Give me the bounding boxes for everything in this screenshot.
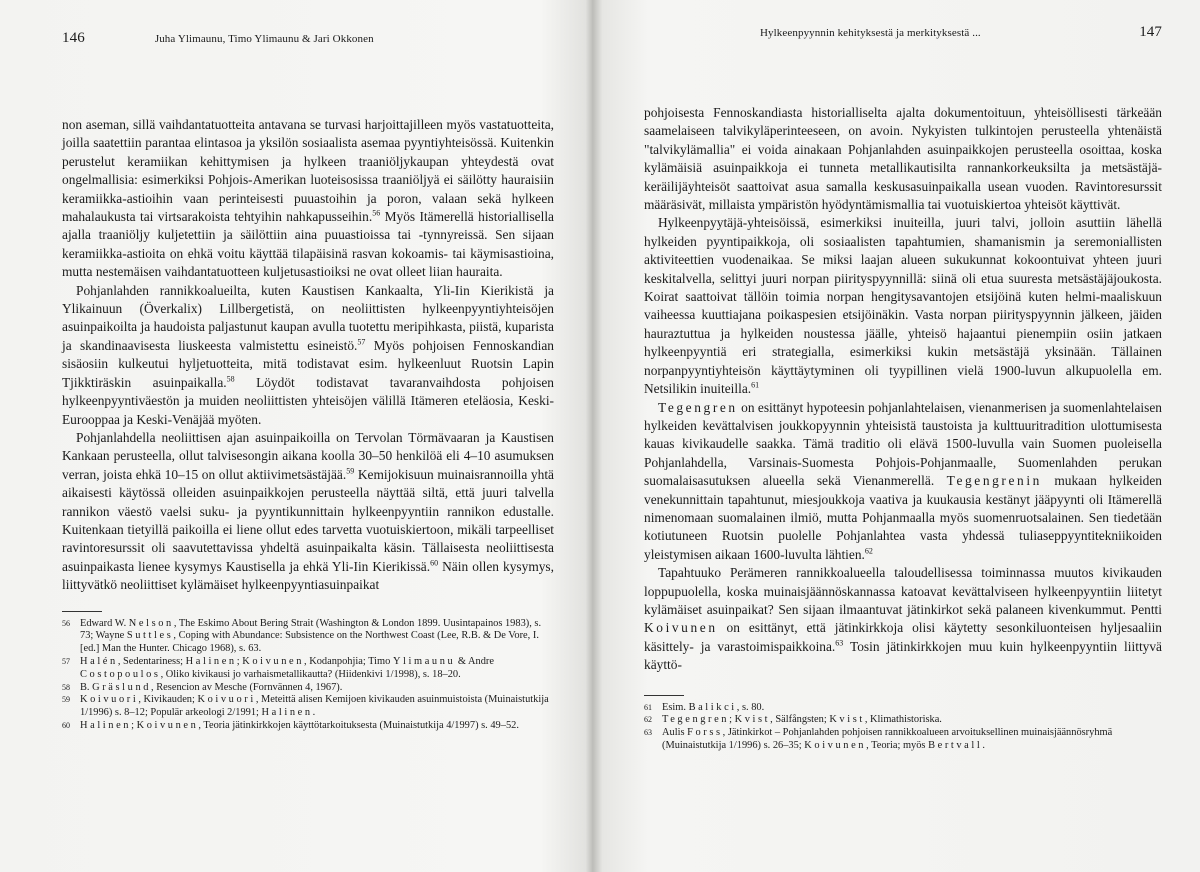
author-name: Tegengrenin: [946, 473, 1042, 489]
text-run: on esittänyt, että jätinkirkkoja olisi käytetty sesonkiluonteisen hyljesaaliin käsittely- ja varastoimispaikkoina.: [644, 620, 1162, 654]
footnote: [62, 656, 554, 682]
footnote: [644, 714, 1162, 727]
right-running-head: [644, 24, 1162, 52]
footnote-text: [80, 682, 554, 695]
text-run: Löydöt todistavat tavaranvaihdosta pohjoisen hylkeenpyyntiväestön ja muiden neoliittisten yhteisöjen välillä Itämeren eteläosia, Keski-Eurooppaa ja Keski-Venäjää myöten.: [62, 374, 554, 427]
footnote-text: [80, 720, 554, 733]
text-run: .: [312, 707, 316, 719]
footnote-text: [80, 656, 554, 682]
text-run: , Oliko kivikausi jo varhaismetallikautta? (Hiidenkivi 1/1998), s. 18–20.: [160, 668, 461, 680]
footnote-ref: 60: [430, 558, 439, 568]
text-run: ;: [729, 714, 735, 726]
author-name: Kvist: [734, 714, 771, 726]
author-name: Gräslund: [92, 681, 152, 693]
text-run: , s. 80.: [736, 701, 765, 713]
footnote-text: [80, 694, 554, 720]
left-running-head: [62, 30, 554, 58]
footnote-text: [662, 727, 1162, 753]
text-run: ;: [131, 719, 137, 731]
text-run: mukaan hylkeiden venekunnittain tapahtunut, miesjoukkoja vaativa ja kuukausia kestänyt jääpyynti oli Itämerellä nimenomaan suomalainen ilmiö, mutta Pohjanmaalla myös suomenruotsalainen. Sen tiedetään kotiutuneen Ruotsin puolelle Pohjanlahtea vasta yhdessä tuliaseppyyntitekniikoiden yleistymisen aikaan 1600-luvulta lähtien.: [644, 473, 1162, 562]
text-run: Kemijokisuun muinaisrannoilla yhtä aikaisesti käytössä olleiden asuinpaikkojen perusteella näyttää siltä, että juuri talvella rannikon väestö vaelsi suku- ja pyyntikunnittain hylkeenpyyntiin rannikon edustalle. Kuitenkaan tietyillä paikoilla ei liene ollut edes tarvetta vuotuiskiertoon, mikäli tarpeelliset ravintoresurssit oli saavutettavissa yhdeltä asuinpaikalta käsin. Tällaisesta neoliittisesta asuinpaikasta lienee kysymys Kaustisella ja ehkä Yli-Iin Kierikissä.: [62, 466, 554, 574]
text-run: , Kodanpohjia; Timo: [304, 655, 393, 667]
left-body-text: [62, 116, 554, 595]
left-page-number: 146: [62, 30, 85, 46]
author-name: Koivuori: [80, 694, 139, 706]
footnote-number: 58: [62, 682, 70, 692]
text-run: Edward W.: [80, 617, 129, 629]
text-run: , Coping with Abundance: Subsistence on the Northwest Coast (Lee, R.B. & De Vore, I. [ed.] Man the Hunter. Chicago 1968), s. 63.: [80, 630, 539, 655]
text-run: , Teoria jätinkirkkojen käyttötarkoituksesta (Muinaistutkija 4/1997) s. 49–52.: [198, 719, 519, 731]
author-name: Nelson: [128, 617, 174, 629]
text-run: .: [982, 739, 985, 751]
text-run: , Resencion av Mesche (Fornvännen 4, 1967).: [151, 681, 343, 693]
left-footnotes: [62, 618, 554, 733]
author-name: Halén: [80, 655, 118, 667]
footnote-ref: 59: [346, 466, 355, 476]
right-page: [604, 0, 1200, 872]
text-run: , Jätinkirkot – Pohjanlahden pohjoisen rannikkoalueen arvoituksellinen muinaisjäännösryhmä (Muinaistutkija 1/1996) s. 26–35;: [662, 727, 1113, 751]
right-page-number: 147: [1139, 24, 1162, 40]
text-run: & Andre: [455, 655, 494, 667]
footnote-number: 57: [62, 656, 70, 666]
footnote-number: 59: [62, 695, 70, 705]
text-run: Aulis: [662, 727, 688, 739]
text-run: , Sälfångsten;: [770, 714, 830, 726]
text-run: , Teoria; myös: [866, 739, 929, 751]
footnote-number: 56: [62, 618, 70, 628]
author-name: Tegengren: [662, 714, 730, 726]
text-run: Esim.: [662, 701, 689, 713]
text-run: on esittänyt hypoteesin pohjanlahtelaisen, vienanmerisen ja suomenlahtelaisen hylkeiden kevättalvisen joukkopyynnin yhteisistä taustoista ja kulttuuritradition ulottumisesta kauas kivikaudelle saakka. Tämä traditio oli elävä 1500-luvulla vain Suomen puoleisella Pohjanlahdella, Varsinais-Suomesta Pohjois-Pohjanmaalle, Suomenlahden perukan suomalaisasutuksen alueella sekä Vienanmerellä.: [644, 399, 1162, 489]
text-run: Tosin jätinkirkkojen muu kuin hylkeenpyyntiin liittyvä käyttö-: [644, 638, 1162, 673]
footnote: [62, 618, 554, 656]
author-name: Ylimaunu: [392, 655, 456, 667]
left-page: [0, 0, 588, 872]
author-name: Koivuori: [197, 694, 256, 706]
text-run: , Klimathistoriska.: [864, 714, 942, 726]
author-name: Koivunen: [804, 739, 867, 751]
footnote-ref: 58: [226, 374, 235, 384]
footnote: [62, 720, 554, 733]
footnote: [644, 702, 1162, 715]
text-run: Myös pohjoisen Fennoskandian sisäosiin kulkeutui hyljetuotteita, mitä todistavat esim. hylkeenluut Ruotsin Lapin Tjikktiräskin asuinpaikalla.: [62, 337, 555, 390]
right-body-text: [644, 104, 1162, 675]
footnote-ref: 62: [864, 546, 873, 556]
text-run: , Meteittä alisen Kemijoen kivikauden asuinmuistoista (Muinaistutkija 1/1996) s. 8–12; Populär arkeologi 2/1991;: [80, 694, 549, 719]
text-run: , Kivikauden;: [138, 694, 198, 706]
paragraph: [644, 564, 1162, 674]
text-run: Pohjanlahden rannikkoalueilta, kuten Kaustisen Kankaalta, Yli-Iin Kierikistä ja Ylikainuun (Överkalix) Lillbergetistä, on neoliittisten hylkeenpyyntiyhteisöjen asuinpaikoilta ja haudoista paljastunut kaupan avulla tuotettu meripihkasta, piistä, kuparista ja skandinaavisesta liuskeesta valmistettu esineistö.: [62, 282, 554, 353]
author-name: Tegengren: [658, 399, 738, 415]
left-running-head-authors: Juha Ylimaunu, Timo Ylimaunu & Jari Okkonen: [154, 33, 374, 45]
text-run: Pohjanlahdella neoliittisen ajan asuinpaikoilla on Tervolan Törmävaaran ja Kaustisen Kankaan perusteella, ollut talvisesongin aikana koolla 30–50 henkilöä eli 4–10 asumuksen verran, joista ehkä 10–15 on ollut aktiivimetsästäjää.: [62, 429, 554, 482]
footnote-text: [80, 618, 554, 656]
text-run: , The Eskimo About Bering Strait (Washington & London 1899. Uusintapainos 1983), s. 73; Wayne: [80, 617, 542, 642]
text-run: , Sedentariness;: [117, 655, 186, 667]
text-run: pohjoisesta Fennoskandiasta historialliselta ajalta dokumentoituun, yhteisöllisesti tärkeään saamelaiseen talvikyläperinteeseen, on avoin. Nykyisten tulkintojen perusteella yhtenäistä "talvikylämallia" ei voida ainakaan Pohjanlahden asuinpaikkojen perusteella osoittaa, koska kylämäisiä asuinpaikkoja ei tunneta metallikautisilta rannankorkeuksilta ja metsästäjä-keräilijäyhteisöt saattoivat asua samalla keskusasuinpaikalla usean vuoden. Ravintoresurssit määräsivät, millaista ympäristön hyödyntämismallia tai vuotuiskiertoa yhteisöt käyttivät.: [644, 105, 1162, 213]
text-run: non aseman, sillä vaihdantatuotteita antavana se turvasi harjoittajilleen myös vastatuotteita, joilla saatettiin parantaa elintasoa ja yksilön sosiaalista asemaa pyyntiyhteisössä. Kuitenkin perustelut keramiikan kehittymisen ja hylkeen traaniöljykaupan yhteydestä ovat ongelmallisia: esimerkiksi Pohjois-Amerikan luoteisosissa traaniöljyä ei säilötty hauraisiin keramiikka-astioihin vaan perinteisesti puuastoihin ja poron, valaan sekä hylkeen mahalaukusta tai virtsarakoista tehtyihin nahkapusseihin.: [62, 117, 554, 225]
paragraph: [62, 429, 554, 595]
paragraph: [644, 214, 1162, 398]
footnote-ref: 57: [357, 337, 366, 347]
text-run: Tapahtuuko Perämeren rannikkoalueella taloudellisessa toiminnassa muutos kivikauden loppupuolella, koska muinaisjäännöskannassa katoavat kevättalviseen hylkeenpyyntiin liitetyt kylämäiset asuinpaikat? Sen sijaan ilmaantuvat jätinkirkot sekä palaneen kivenkummut. Pentti: [644, 565, 1162, 617]
author-name: Halinen: [185, 655, 237, 667]
footnote-text: [662, 702, 1162, 715]
text-run: ;: [236, 655, 243, 667]
footnote-ref: 56: [372, 208, 381, 218]
author-name: Koivunen: [242, 655, 305, 667]
author-name: Koivunen: [644, 620, 718, 636]
left-footnote-rule: [62, 611, 102, 612]
paragraph: [644, 104, 1162, 214]
text-run: Hylkeenpyytäjä-yhteisöissä, esimerkiksi inuiteilla, juuri talvi, jolloin asuttiin lähellä hylkeiden pyyntipaikkoja, oli sosiaalisten tapahtumien, shamanismin ja seremoniallisten aktiviteettien vuodenaikaa. Se miksi laajan alueen sukukunnat kokoontuivat yhteen juuri keskitalvella, selittyi juuri norpan piirityspyynnillä: siinä oli etua suuresta metsästäjäjoukosta. Koirat saattoivat tällöin toimia norpan hengitysavantojen etsijöinä kuten helmi-maaliskuun vaiheessa kuuttiajana poikaspesien etsijöinäkin. Vasta norpan piirityspyynnin jälkeen, jäiden hauraztuttua ja hylkeiden noustessa jäälle, yhteisö hajaantui pienempiin osiin jatkaen hylkeenpyyntiä eri strategialla, esimerkiksi kukin metsästäjä yksinään. Tällainen norpanpyyntiyhteisön käyttäytyminen oli tyypillinen vielä 1900-luvun alkupuolella em. Netsilikin inuiteilla.: [644, 215, 1162, 397]
author-name: Forss: [687, 727, 723, 739]
author-name: Costopoulos: [80, 668, 161, 680]
right-footnotes: [644, 702, 1162, 753]
footnote-text: [662, 714, 1162, 727]
footnote-number: 61: [644, 702, 652, 712]
text-run: B.: [80, 681, 93, 693]
author-name: Kvist: [829, 714, 865, 726]
right-footnote-rule: [644, 695, 684, 696]
paragraph: [644, 399, 1162, 565]
paragraph: [62, 116, 554, 282]
text-run: Näin ollen kysymys, liittyvätkö neoliittiset kylämäiset hylkeenpyyntiasuinpaikat: [62, 558, 554, 593]
author-name: Halinen: [261, 707, 313, 719]
author-name: Bertvall: [928, 739, 983, 751]
author-name: Suttles: [126, 630, 174, 642]
footnote-number: 62: [644, 715, 652, 725]
footnote-number: 60: [62, 720, 70, 730]
footnote: [62, 694, 554, 720]
author-name: Koivunen: [136, 719, 199, 731]
footnote: [644, 727, 1162, 753]
text-run: Myös Itämerellä historiallisella ajalla traaniöljy kuljetettiin ja säilöttiin aina puuastioissa tai -tynnyreissä. Sen sijaan keramiikka-astioita on ehkä voitu käyttää tilapäisinä rasvan kokoamis- tai käymisastioina, mutta nestemäisen vaihdantatuotteen kuljetusastioiksi ne ovat olleet liian hauraita.: [62, 209, 554, 280]
footnote-ref: 63: [835, 638, 844, 648]
right-running-head-title: Hylkeenpyynnin kehityksestä ja merkityksestä ...: [760, 27, 981, 39]
author-name: Halinen: [80, 719, 132, 731]
footnote-ref: 61: [751, 380, 760, 390]
author-name: Balikci: [688, 701, 737, 713]
footnote-number: 63: [644, 728, 652, 738]
paragraph: [62, 282, 554, 429]
footnote: [62, 682, 554, 695]
